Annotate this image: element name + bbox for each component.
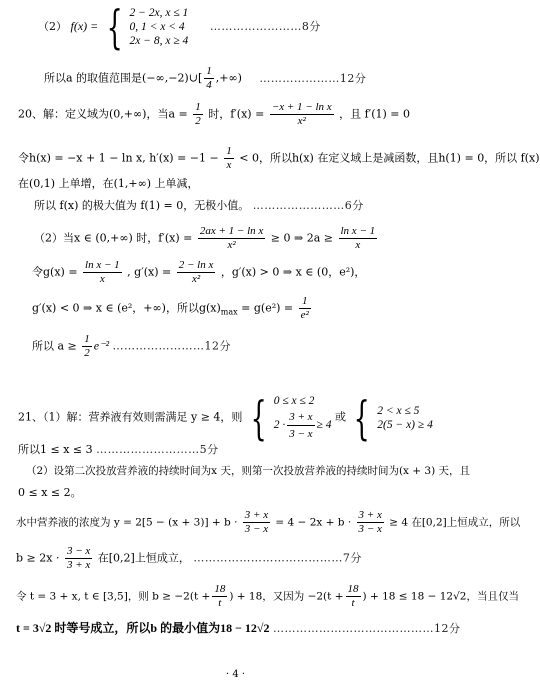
part2-line	[34, 226, 379, 251]
piecewise-line	[38, 0, 321, 54]
fraction-conc-2	[357, 510, 384, 535]
g-line	[32, 260, 365, 285]
score-8: ……………………8分	[209, 20, 321, 33]
part2-text: （2）当x ∈ (0,+∞) 时，f′(x) =	[34, 231, 193, 245]
g2-mid: = g(e²) =	[241, 301, 294, 315]
frac-num: 1	[206, 65, 212, 77]
g2-line	[32, 296, 313, 321]
t-mid: ) + 18，又因为 −2(t +	[229, 590, 344, 603]
case-2: 0, 1 < x < 4	[129, 21, 185, 33]
conc-lead: 水中营养液的浓度为 y = 2[5 − (x + 3)] + b ·	[16, 516, 238, 529]
fraction-sys1	[287, 410, 314, 441]
part2-desc-line2: 0 ≤ x ≤ 2。	[18, 486, 82, 499]
final-text: t = 3√2 时等号成立，所以b 的最小值为18 − 12√2	[16, 621, 270, 635]
frac-den: x	[99, 273, 105, 285]
score-12c: ……………………………………12分	[273, 622, 461, 635]
brace: {	[106, 0, 123, 54]
b-line	[16, 546, 362, 571]
sys1-line1: 0 ≤ x ≤ 2	[273, 395, 315, 407]
frac-num: 1	[226, 145, 232, 157]
frac-num: 1	[299, 296, 311, 309]
frac-num: 3 + x	[287, 410, 314, 426]
frac-num: 3 + x	[244, 509, 269, 521]
fraction-gprime	[177, 260, 216, 285]
frac-den: 2	[195, 115, 201, 127]
g-line-tail: ，g′(x) > 0 ⇒ x ∈ (0，e²)，	[220, 265, 366, 279]
fraction-half	[193, 102, 203, 127]
brace: {	[354, 390, 371, 445]
frac-num: −x + 1 − ln x	[271, 101, 332, 113]
conc-mid: = 4 − 2x + b ·	[275, 516, 352, 529]
score-5: ………………………5分	[96, 443, 219, 456]
concentration-line	[16, 510, 520, 535]
conclusion-line	[32, 334, 231, 359]
q21-intro	[18, 390, 433, 445]
brace: {	[250, 390, 267, 445]
fraction-one-over-e2	[299, 296, 311, 321]
part2-desc-line1: （2）设第二次投放营养液的持续时间为x 天，则第一次投放营养液的持续时间为(x + 3) 天，且	[26, 465, 471, 477]
fraction-18t	[212, 584, 227, 609]
frac-den: x²	[191, 273, 201, 285]
case-3: 2x − 8, x ≥ 4	[129, 35, 189, 47]
sys2-line2: 2(5 − x) ≥ 4	[377, 418, 433, 431]
t-lead: 令 t = 3 + x, t ∈ [3,5]，则 b ≥ −2(t +	[16, 590, 211, 603]
frac-num: 18	[214, 583, 226, 595]
fraction-one-quarter	[204, 66, 214, 91]
frac-den: 3 − x	[289, 428, 313, 440]
system-1	[274, 394, 332, 441]
sys2-line1: 2 < x ≤ 5	[377, 404, 420, 417]
q20-mid-text: 时，f′(x) =	[208, 107, 265, 121]
q20-intro-text: 20、解：定义域为(0,+∞)，当a =	[18, 107, 188, 121]
q20-tail-text: ，且 f′(1) = 0	[339, 107, 411, 121]
frac-num: 2ax + 1 − ln x	[199, 225, 264, 237]
frac-den: t	[351, 597, 355, 609]
fraction-b	[65, 546, 92, 571]
frac-den: 4	[206, 79, 212, 91]
fraction-part2-derivative	[198, 226, 265, 251]
h-tail-text: < 0，所以h(x) 在定义域上是减函数，且h(1) = 0，所以 f(x)	[239, 151, 540, 165]
fraction-g	[83, 260, 122, 285]
final-line	[16, 622, 461, 634]
case-1: 2 − 2x, x ≤ 1	[129, 7, 189, 19]
score-7: …………………………………7分	[193, 551, 362, 565]
t-tail: ) + 18 ≤ 18 − 12√2，当且仅当	[362, 590, 519, 603]
frac-den: 2	[84, 347, 90, 359]
frac-num: ln x − 1	[85, 259, 120, 271]
piecewise-cases	[130, 6, 189, 48]
frac-num: 3 + x	[358, 509, 382, 521]
frac-num: ln x − 1	[340, 225, 376, 237]
conc-tail: ≥ 4 在[0,2]上恒成立，所以	[389, 516, 521, 529]
frac-den: x²	[227, 239, 236, 251]
sys1-pre: 2 ·	[273, 419, 286, 432]
max-subscript: max	[220, 307, 238, 317]
score-12: …………………12分	[259, 71, 367, 85]
result-line	[18, 444, 219, 455]
g2-text: g′(x) < 0 ⇒ x ∈ (e²，+∞)，所以g(x)	[32, 301, 221, 315]
part2-mid-text: ≥ 0 ⇒ 2a ≥	[270, 231, 333, 245]
frac-den: x	[226, 159, 232, 171]
fraction-half-2	[82, 334, 92, 359]
monotonic-line: 在(0,1) 上单增，在(1,+∞) 上单减，	[18, 177, 199, 190]
q20-intro	[18, 102, 410, 127]
sys1-post: ≥ 4	[316, 419, 332, 432]
max-line	[34, 200, 364, 211]
frac-num: 1	[84, 333, 90, 345]
part-label: （2）	[38, 20, 67, 33]
g-line-lead: 令g(x) =	[32, 265, 78, 279]
score-12b: ……………………12分	[112, 339, 232, 353]
or-text: 或	[334, 410, 346, 424]
b-tail: 在[0,2]上恒成立，	[97, 551, 190, 565]
fraction-one-over-x	[224, 146, 234, 171]
fraction-lnx	[339, 226, 378, 251]
range-text: 所以a 的取值范围是(−∞,−2)∪[	[44, 71, 203, 85]
frac-num: 3 − x	[66, 545, 91, 557]
system-2	[377, 404, 433, 432]
range-tail: ,+∞)	[215, 71, 242, 85]
b-lead: b ≥ 2x ·	[16, 551, 60, 565]
frac-den: 3 − x	[244, 523, 269, 535]
frac-num: 2 − ln x	[178, 259, 214, 271]
fraction-conc-1	[243, 510, 270, 535]
frac-num: 18	[347, 583, 359, 595]
frac-den: 3 + x	[66, 559, 91, 571]
score-6: ……………………6分	[252, 199, 364, 212]
fraction-18t-2	[346, 584, 361, 609]
h-line-text: 令h(x) = −x + 1 − ln x, h′(x) = −1 −	[18, 151, 219, 165]
function-label: f(x) =	[70, 19, 99, 33]
page-number: · 4 ·	[226, 669, 246, 680]
t-line	[16, 584, 519, 609]
max-line-text: 所以 f(x) 的极大值为 f(1) = 0，无极小值。	[34, 199, 250, 212]
range-line	[44, 66, 366, 91]
fraction-derivative	[270, 102, 334, 127]
sys1-line2	[274, 410, 332, 441]
frac-den: 3 − x	[358, 523, 382, 535]
q21-intro-text: 21、（1）解：营养液有效则需满足 y ≥ 4，则	[18, 410, 243, 424]
frac-den: x²	[297, 115, 306, 127]
result-text: 所以1 ≤ x ≤ 3	[18, 443, 93, 456]
frac-num: 1	[195, 101, 201, 113]
e-power: e⁻²	[93, 338, 110, 353]
frac-den: t	[218, 597, 222, 609]
frac-den: e²	[300, 309, 309, 321]
conclusion-text: 所以 a ≥	[32, 339, 77, 353]
frac-den: x	[355, 239, 361, 251]
h-line	[18, 146, 540, 171]
g-line-mid: , g′(x) =	[127, 265, 172, 279]
